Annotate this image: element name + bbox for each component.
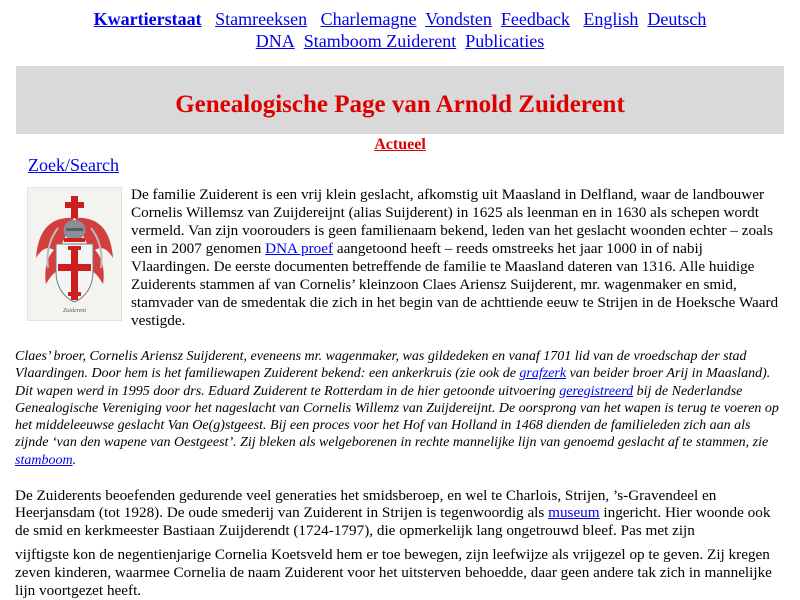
coat-of-arms-icon: [28, 188, 121, 320]
nav-row-1: [0, 8, 800, 30]
page-title: Genealogische Page van Arnold Zuiderent: [175, 91, 625, 118]
stamboom-link[interactable]: stamboom: [15, 452, 73, 468]
grafzerk-link[interactable]: grafzerk: [519, 366, 567, 382]
intro-text-1: De familie Zuiderent is een vrij klein geslacht, afkomstig uit Maasland in Delfland, waar de landbouwer Cornelis Willemsz van Zuijdereijnt (alias Suijderent) in 1625 als leenman en in 1630 als schepen wordt vermeld. Van zijn voorouders is geen familienaam bekend, leden van het geslacht woonden echter – zoals een in 2007 genomen: [131, 186, 774, 257]
coat-of-arms-caption: Zuiderent: [62, 308, 87, 314]
nav-link-kwartierstaat[interactable]: Kwartierstaat: [93, 9, 202, 29]
nav-link-charlemagne[interactable]: Charlemagne: [320, 9, 417, 29]
nav-row-2: [0, 30, 800, 52]
italic-text-2: van beider broer Arij in Maasland). Dit wapen werd in 1995 door drs. Eduard Zuiderent te Rotterdam in de hier getoonde uitvoering: [15, 366, 771, 399]
nav-link-vondsten[interactable]: Vondsten: [425, 9, 492, 29]
museum-link[interactable]: museum: [548, 504, 600, 522]
nav-link-feedback[interactable]: Feedback: [500, 9, 570, 29]
intro-paragraph: [131, 186, 783, 330]
top-navigation: [0, 8, 800, 52]
smiths-text-1: De Zuiderents beoefenden gedurende veel generaties het smidsberoep, en wel te Charlois, Strijen, ’s-Gravendeel en Heerjansdam (tot 1928). De oude smederij van Zuiderent in Strijen is tegenwoordig als: [15, 487, 717, 522]
intro-text-2: aangetoond heeft – reeds omstreeks het jaar 1000 in of nabij Vlaardingen. De eerste documenten betreffende de familie te Maasland dateren van 1316. Alle huidige Zuiderents stammen af van Cornelis’ kleinzoon Claes Ariensz Suijderent, mr. wagenmaker en smid, stamvader van de smedentak die zich in het begin van de achttiende eeuw te Strijen in de Hoeksche Waard vestigde.: [131, 240, 779, 329]
italic-text-1: Claes’ broer, Cornelis Ariensz Suijderent, eveneens mr. wagenmaker, was gildedeken en vanaf 1701 lid van de vroedschap der stad Vlaardingen. Door hem is het familiewapen Zuiderent bekend: een ankerkruis (zie ook de: [15, 349, 747, 382]
nav-link-stamboom-zuiderent[interactable]: Stamboom Zuiderent: [303, 31, 457, 51]
coat-of-arms-image: [27, 187, 122, 321]
nav-link-publicaties[interactable]: Publicaties: [465, 31, 545, 51]
nav-link-english[interactable]: English: [583, 9, 639, 29]
smiths-paragraph: [15, 487, 787, 539]
nav-link-stamreeksen[interactable]: Stamreeksen: [215, 9, 308, 29]
italic-text-3: bij de Nederlandse Genealogische Vereniging voor het nageslacht van Cornelis Willemz van Zuijdereijnt. De oorsprong van het wapen is terug te voeren op het middeleeuwse geslacht Van Oe(g)stgeest. Bij een proces voor het Hof van Holland in 1468 dienden de familieleden zich aan als zijnde ‘van den wapene van Oestgeest’. Zij bleken als welgeborenen in rechte mannelijke lijn van genoemd geslacht af te stammen, zie: [15, 383, 779, 451]
actueel-container: [0, 136, 800, 154]
nav-link-deutsch[interactable]: Deutsch: [647, 9, 707, 29]
italic-text-4: .: [72, 452, 77, 468]
nav-link-dna[interactable]: DNA: [255, 31, 295, 51]
cornelia-paragraph: vijftigste kon de negentienjarige Cornelia Koetsveld hem er toe bewegen, zijn leefwijze als vrijgezel op te geven. Zij kregen zeven kinderen, waarmee Cornelia de naam Zuiderent voor het uitsterven behoedde, daar geen andere tak zich in mannelijke lijn voortgezet heeft.: [15, 546, 772, 599]
actueel-link[interactable]: Actueel: [374, 136, 426, 153]
italic-paragraph: [15, 348, 787, 469]
title-banner: [16, 66, 784, 134]
smiths-text-2: ingericht. Hier woonde ook de smid en kerkmeester Bastiaan Zuijderendt (1724-1797), die opmerkelijk lang ongetrouwd bleef. Pas met zijn: [15, 504, 771, 539]
dna-proef-link[interactable]: DNA proef: [265, 240, 334, 257]
search-link[interactable]: Zoek/Search: [28, 155, 119, 175]
geregistreerd-link[interactable]: geregistreerd: [559, 383, 634, 399]
